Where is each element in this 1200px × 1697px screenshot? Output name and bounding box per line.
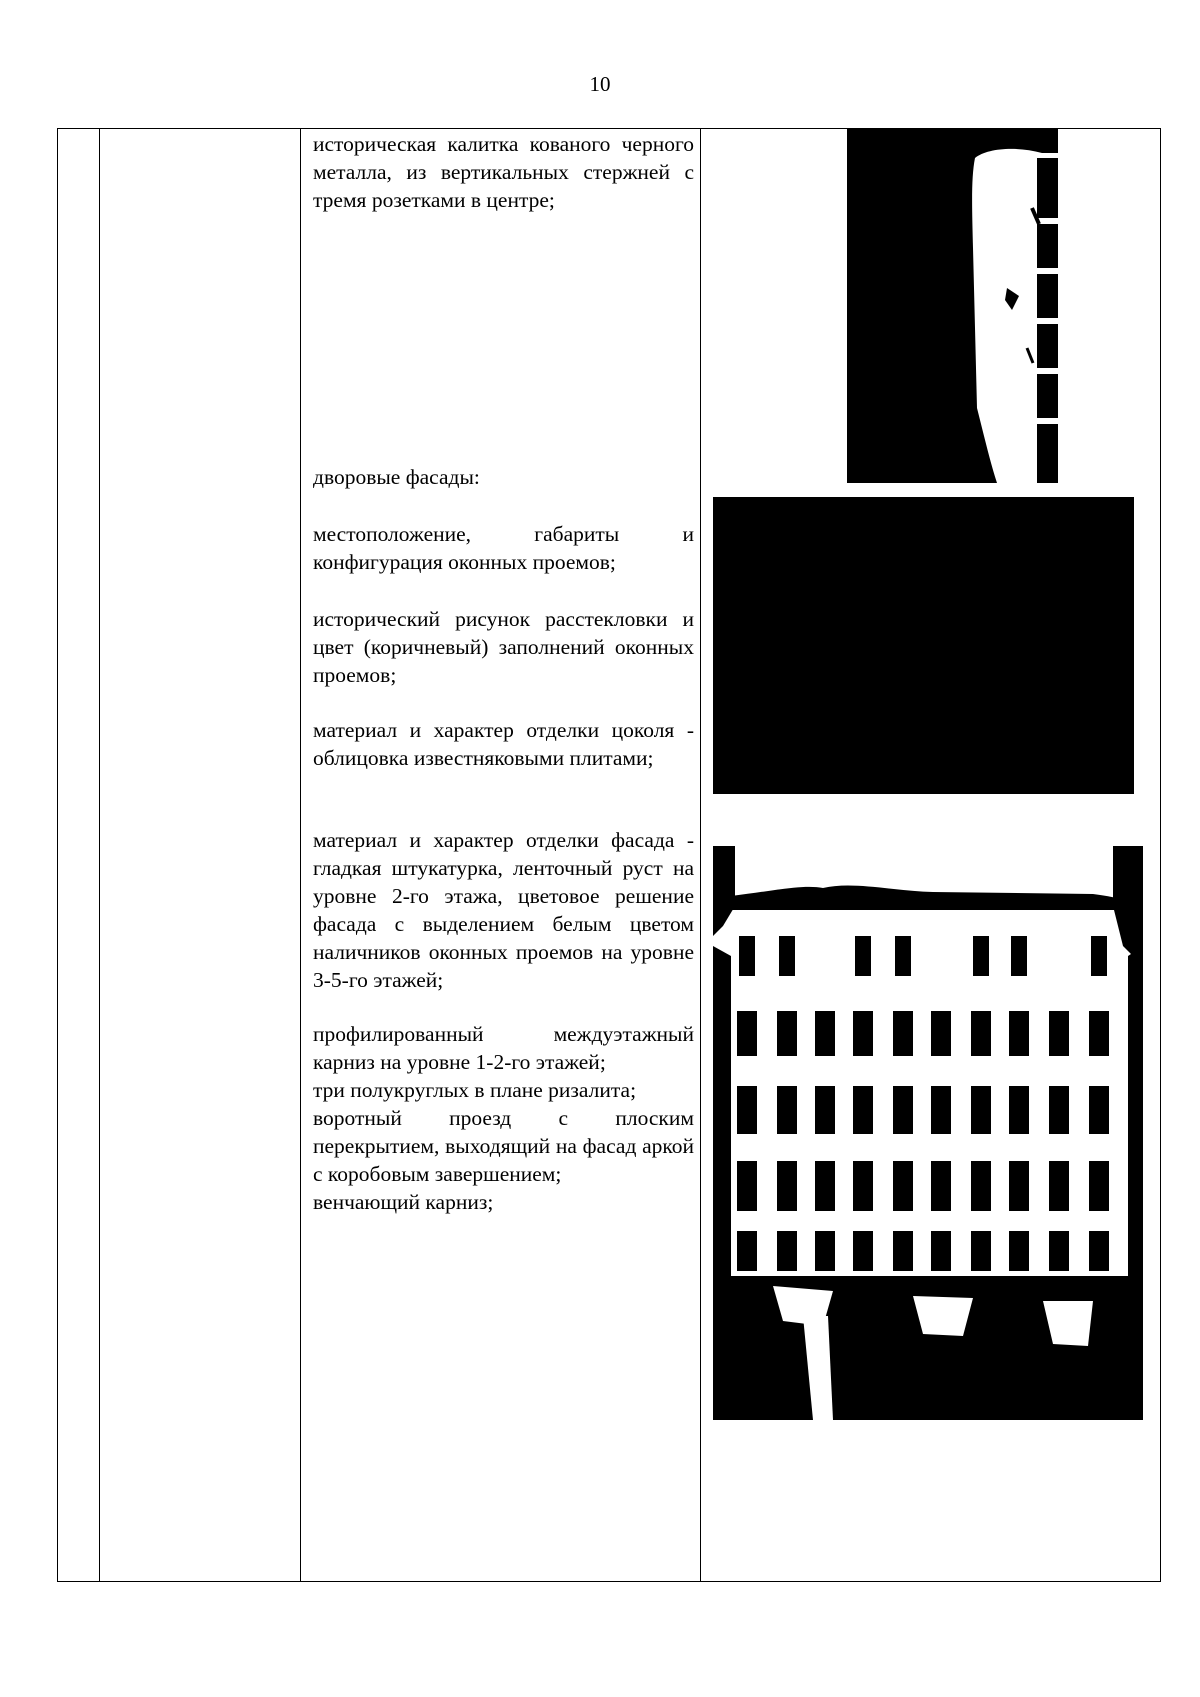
column-divider-1 (99, 129, 100, 1581)
gate-photo (847, 128, 1058, 483)
column-divider-2 (300, 129, 301, 1581)
paragraph-gate: историческая калитка кованого черного металла, из вертикальных стержней с тремя розетками в центре; (313, 132, 694, 212)
paragraph-facade-finish: материал и характер отделки фасада - гладкая штукатурка, ленточный руст на уровне 2-го этажа, цветовое решение фасада с выделением белым цветом наличников оконных проемов на уровне 3-5-го этажей; (313, 828, 694, 992)
paragraph-cornice-floors: профилированный междуэтажный карниз на уровне 1-2-го этажей; (313, 1022, 694, 1074)
building-facade-photo-icon (713, 846, 1143, 1420)
paragraph-crowning-cornice: венчающий карниз; (313, 1190, 494, 1214)
column-divider-3 (700, 129, 701, 1581)
courtyard-facade-photo (713, 846, 1143, 1420)
paragraph-courtyard-heading: дворовые фасады: (313, 465, 480, 489)
wrought-iron-gate-photo-icon (847, 128, 1058, 483)
paragraph-gateway: воротный проезд с плоским перекрытием, выходящий на фасад аркой с коробовым завершением; (313, 1106, 694, 1186)
page-number: 10 (589, 72, 611, 96)
courtyard-windows-photo (713, 497, 1134, 794)
paragraph-glazing: исторический рисунок расстекловки и цвет (коричневый) заполнений оконных проемов; (313, 607, 694, 687)
courtyard-facade-dark-photo-icon (713, 497, 1134, 794)
paragraph-window-openings: местоположение, габариты и конфигурация оконных проемов; (313, 522, 694, 574)
paragraph-plinth: материал и характер отделки цоколя - облицовка известняковыми плитами; (313, 718, 694, 770)
paragraph-risalits: три полукруглых в плане ризалита; (313, 1078, 637, 1102)
